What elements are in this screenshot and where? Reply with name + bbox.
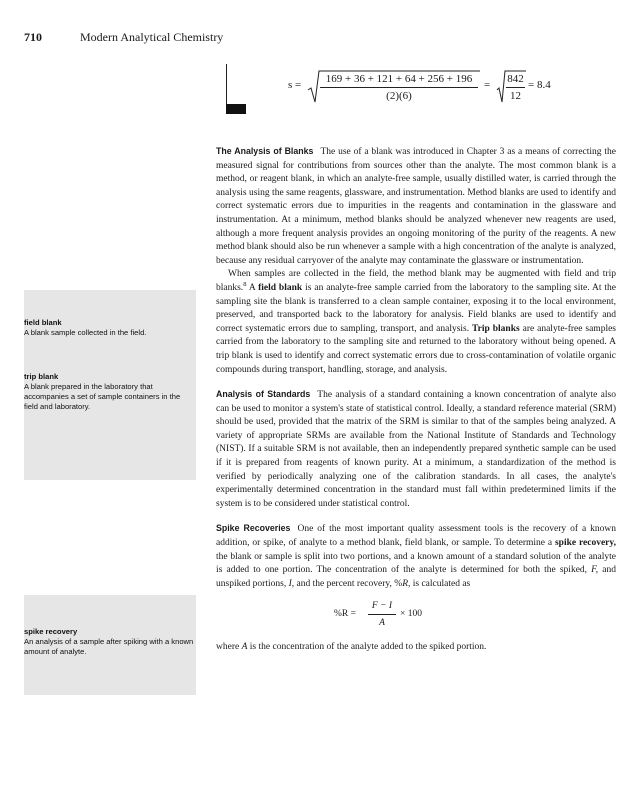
blanks-paragraph-2: When samples are collected in the field, the method blank may be augmented with field and trip blanks.$^8$ A field blank is an analyte-free sample carried from the laboratory to the sampling site. At the sampling site the blank is transferred to a clean sample container, exposing it to the local environment, preserved, and transported back to the laboratory for analysis. Field blanks are used to identify and correct systematic errors due to sampling, transport, and analysis. Trip blanks are analyte-free samples carried from the laboratory to the sampling site and returned to the laboratory without being opened. A trip blank is used to identify and correct systematic errors due to cross-contamination of volatile organic compounds during transport, handling, storage, and analysis. — [216, 269, 616, 375]
margin-note-spike-recovery — [24, 627, 196, 657]
equals-sign: = — [484, 79, 491, 91]
term-field-blank: field blank — [258, 282, 303, 293]
margin-definition: An analysis of a sample after spiking with a known amount of analyte. — [24, 637, 194, 656]
margin-term: trip blank — [24, 372, 59, 381]
radical-2-fraction — [506, 72, 525, 103]
footnote-marker: 8 — [243, 280, 247, 288]
fraction-denominator: A — [379, 618, 385, 629]
fraction-numerator: 169 + 36 + 121 + 64 + 256 + 196 — [325, 73, 473, 85]
blanks-paragraph: The Analysis of Blanks The use of a blank was introduced in Chapter 3 as a means of correcting the measured signal for contributions from sources other than the analyte. The most common blank is a method, or reagent blank, in which an analyte-free sample, usually distilled water, is carried through the analysis using the same reagents, glassware, and instrumentation. Method blanks are used to identify and correct systematic errors due to impurities in the reagents and contamination in the glassware and instrumentation. At a minimum, method blanks should be analyzed whenever new reagents are used, although a more frequent analysis provides an ongoing monitoring of the purity of the reagents. A new method blank should also be run whenever a sample with a high concentration of the analyte is analyzed, because any residual carryover of the analyte may contaminate the glassware or instrumentation. — [216, 146, 616, 266]
margin-definition: A blank prepared in the laboratory that accompanies a set of sample containers in the field and laboratory. — [24, 382, 181, 411]
margin-term: spike recovery — [24, 627, 78, 636]
equation-lhs: %R = — [334, 609, 356, 620]
fraction-numerator: 842 — [507, 73, 524, 85]
radical-2 — [496, 70, 526, 104]
term-trip-blanks: Trip blanks — [472, 323, 520, 334]
margin-definition: A blank sample collected in the field. — [24, 328, 147, 337]
section-heading-spike: Spike Recoveries — [216, 523, 291, 534]
equation-rhs: × 100 — [400, 609, 422, 620]
fraction-denominator: (2)(6) — [386, 90, 412, 102]
radical-1 — [306, 70, 480, 104]
page-number: 710 — [24, 30, 42, 44]
fraction-bar — [506, 87, 525, 88]
margin-term: field blank — [24, 318, 62, 327]
section-heading-standards: Analysis of Standards — [216, 389, 311, 400]
section-heading-blanks: The Analysis of Blanks — [216, 146, 314, 156]
equation-result: = 8.4 — [528, 79, 551, 91]
main-text — [216, 145, 616, 655]
section-end-marker — [226, 104, 246, 114]
percent-recovery-equation — [216, 595, 616, 635]
term-spike-recovery: spike recovery, — [554, 538, 617, 549]
fraction-numerator: F − I — [371, 601, 393, 612]
equation-lhs: s = — [288, 79, 302, 91]
fraction-bar — [368, 614, 396, 615]
spike-closing-line: where A is the concentration of the analyte added to the spiked portion. — [216, 642, 487, 653]
radical-1-fraction — [320, 72, 478, 103]
standards-paragraph: Analysis of Standards The analysis of a standard containing a known concentration of analyte also can be used to monitor a system's state of statistical control. Ideally, a standard reference material (SRM) should be used, provided that the matrix of the SRM is similar to that of the samples being analyzed. A variety of appropriate SRMs are available from the National Institute of Standards and Technology (NIST). If a suitable SRM is not available, then an independently prepared synthetic sample can be used if it is prepared from reagents of known purity. At a minimum, a standardization of the method is verified by periodically analyzing one of the calibration standards. In all cases, the analyte's experimentally determined concentration in the standard must fall within predetermined limits if the system is to be considered under statistical control. — [216, 389, 616, 509]
margin-note-field-blank — [24, 318, 196, 338]
fraction-denominator: 12 — [510, 90, 521, 102]
running-head: Modern Analytical Chemistry — [80, 30, 224, 44]
recovery-fraction — [368, 599, 396, 630]
page-header — [24, 30, 624, 48]
spike-paragraph: Spike Recoveries One of the most important quality assessment tools is the recovery of a known addition, or spike, of analyte to a method blank, field blank, or sample. To determine a spike recovery, the blank or sample is split into two portions, and a known amount of a standard solution of the analyte is added to one portion. The concentration of the analyte is determined for both the spiked, F, and unspiked portions, I, and the percent recovery, %R, is calculated as — [216, 523, 617, 589]
margin-note-trip-blank — [24, 372, 196, 412]
fraction-bar — [320, 87, 478, 88]
